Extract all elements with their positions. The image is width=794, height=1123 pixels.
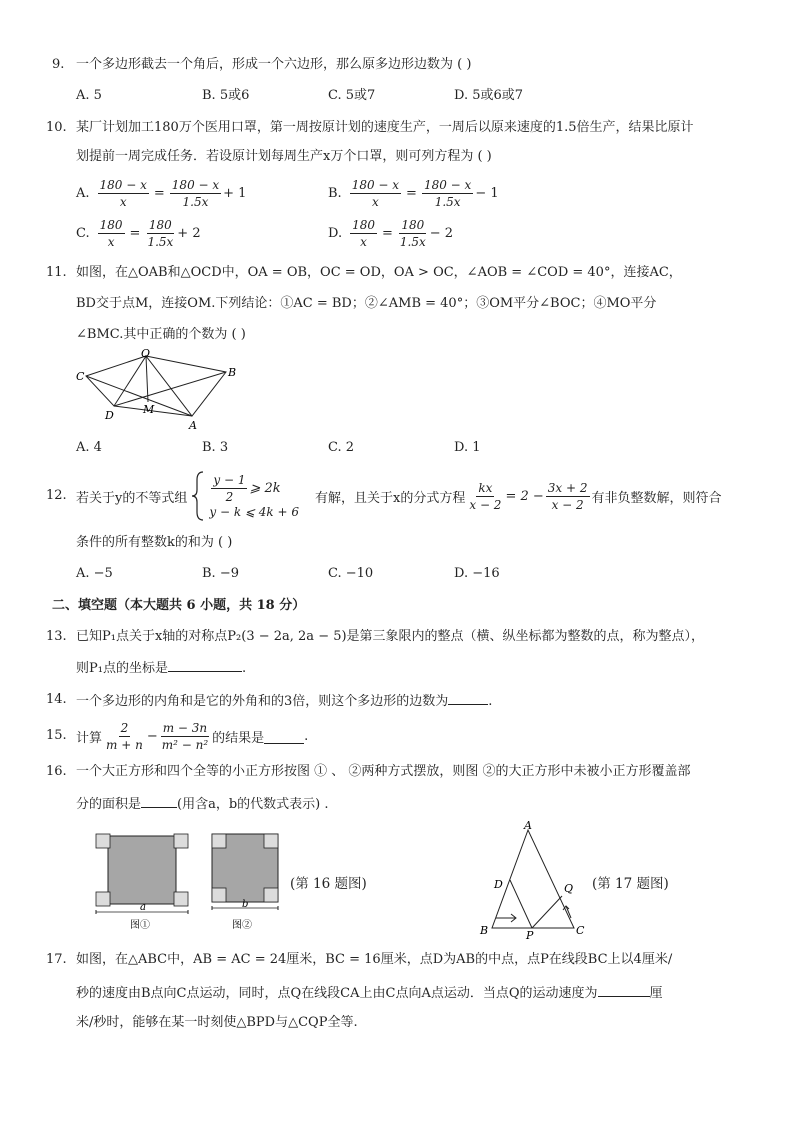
frac-den: x: [119, 195, 127, 209]
q16-pre: 分的面积是: [76, 797, 142, 812]
segment-pq: [532, 896, 562, 928]
option-label: A.: [76, 185, 90, 201]
q14-pre: 一个多边形的内角和是它的外角和的3倍，则这个多边形的边数为: [76, 694, 449, 709]
segment-bd: [114, 372, 226, 406]
segment-om: [146, 356, 148, 402]
equals: =: [406, 185, 417, 201]
q16-figure-1: [92, 830, 192, 932]
q11-figure: [74, 348, 244, 433]
answer-blank[interactable]: [141, 793, 177, 808]
q17-pre: 秒的速度由B点向C点运动，同时，点Q在线段CA上由C点向A点运动．当点Q的运动速度为: [76, 986, 598, 1001]
q9-option-d: D. 5或6或7: [454, 88, 524, 103]
inequality-system: [209, 473, 299, 520]
q13-stem-line2: [76, 657, 246, 679]
q17-stem-line3: 米/秒时，能够在某一时刻使△BPD与△CQP全等.: [76, 1015, 358, 1030]
q16-figure-2: [208, 830, 280, 932]
q9-stem: 一个多边形截去一个角后，形成一个六边形，那么原多边形边数为 ( ): [76, 57, 472, 72]
small-square-tr: [174, 834, 188, 848]
q14-number: 14.: [46, 692, 67, 707]
q12-option-c: C. −10: [328, 566, 374, 581]
label-c: C: [76, 370, 85, 383]
label-a: A: [524, 820, 532, 832]
q11-stem-line1: 如图，在△OAB和△OCD中，OA = OB，OC = OD，OA > OC，∠AOB = ∠COD = 40°，连接AC，: [76, 265, 682, 280]
q16-stem-line2: [76, 793, 329, 815]
q12-post: 有非负整数解，则符合: [591, 490, 722, 506]
fig2-caption: 图②: [232, 920, 252, 931]
small-square-tl: [96, 834, 110, 848]
q9-option-b: B. 5或6: [202, 88, 250, 103]
q11-option-c: C. 2: [328, 440, 355, 455]
term: − 2: [429, 225, 454, 241]
eq-mid: = 2 −: [505, 488, 544, 504]
frac-num: 180: [352, 218, 375, 232]
q10-option-d: [328, 218, 453, 249]
frac-den: 1.5x: [182, 195, 209, 209]
q10-number: 10.: [46, 120, 67, 135]
q10-stem-line2: 划提前一周完成任务．若设原计划每周生产x万个口罩，则可列方程为 ( ): [76, 149, 492, 164]
frac-num: m − 3n: [162, 720, 208, 735]
frac-den: 2: [225, 489, 234, 504]
ineq2: y − k ⩽ 4k + 6: [209, 504, 300, 519]
label-c: C: [576, 924, 585, 937]
frac-num: 180: [99, 218, 123, 232]
frac-num: 180 − x: [171, 178, 220, 192]
label-d: D: [105, 409, 114, 422]
q15-stem: [76, 716, 308, 756]
label-m: M: [143, 403, 155, 416]
option-label: C.: [76, 225, 90, 241]
small-square-tl: [212, 834, 226, 848]
frac-num: 3x + 2: [547, 480, 588, 495]
small-square-bl: [96, 892, 110, 906]
q17-post: 厘: [649, 986, 663, 1001]
minus: −: [146, 728, 158, 744]
small-square-br: [174, 892, 188, 906]
left-brace-icon: [191, 470, 205, 522]
label-a: A: [189, 419, 197, 432]
frac-den: m² − n²: [161, 737, 209, 752]
label-p: P: [526, 929, 534, 940]
fig1-caption: 图①: [130, 920, 150, 931]
q12-number: 12.: [46, 488, 67, 503]
q10-stem-line1: 某厂计划加工180万个医用口罩，第一周按原计划的速度生产，一周后以原来速度的1.5倍生产，结果比原计: [76, 120, 694, 135]
q12-option-b: B. −9: [202, 566, 239, 581]
q15-number: 15.: [46, 728, 67, 743]
term: + 2: [177, 225, 201, 241]
frac-num: kx: [478, 480, 493, 495]
frac-num: y − 1: [213, 472, 246, 487]
q12-option-d: D. −16: [454, 566, 500, 581]
answer-blank[interactable]: [264, 729, 304, 744]
frac-num: 180: [401, 218, 425, 232]
label-o: O: [141, 348, 151, 360]
q9-option-c: C. 5或7: [328, 88, 376, 103]
triangle-abc: [492, 830, 574, 928]
q17-stem-line2: [76, 982, 663, 1004]
q17-stem-line1: 如图，在△ABC中，AB = AC = 24厘米，BC = 16厘米，点D为AB的中点，点P在线段BC上以4厘米/: [76, 952, 673, 967]
q9-option-a: A. 5: [76, 88, 102, 103]
q11-number: 11.: [46, 265, 67, 280]
frac-den: 1.5x: [147, 235, 174, 249]
q11-option-d: D. 1: [454, 440, 481, 455]
frac-den: x: [371, 195, 379, 209]
q12-pre: 若关于y的不等式组: [76, 490, 188, 506]
label-d: D: [494, 878, 503, 891]
q16-number: 16.: [46, 764, 67, 779]
q15-post: 的结果是: [212, 730, 265, 746]
q12-option-a: A. −5: [76, 566, 113, 581]
q13-stem-line1: 已知P₁点关于x轴的对称点P₂(3 − 2a, 2a − 5)是第三象限内的整点（横、纵坐标都为整数的点，称为整点），: [76, 629, 705, 644]
frac-num: 180: [148, 218, 172, 232]
q13-pre: 则P₁点的坐标是: [76, 661, 168, 676]
frac-den: m + n: [106, 737, 143, 752]
q17-figure: [476, 820, 586, 940]
large-square: [108, 836, 176, 904]
frac-den: 1.5x: [434, 195, 461, 209]
label-b: B: [480, 924, 489, 937]
q12-mid: 有解，且关于x的分式方程: [315, 490, 466, 506]
term: − 1: [475, 185, 499, 201]
answer-blank[interactable]: [448, 690, 488, 705]
q17-figure-caption: (第 17 题图): [592, 876, 669, 892]
term: + 1: [223, 185, 247, 201]
q11-option-b: B. 3: [202, 440, 229, 455]
equals: =: [382, 225, 393, 241]
q12-stem-line1: [76, 470, 722, 522]
frac-den: x: [107, 235, 115, 249]
q12-stem-line2: 条件的所有整数k的和为 ( ): [76, 535, 233, 550]
q10-option-c: [76, 218, 201, 249]
q11-stem-line2: BD交于点M，连接OM.下列结论：①AC = BD；②∠AMB = 40°；③OM平分∠BOC；④MO平分: [76, 296, 657, 311]
dim-label-b: b: [242, 899, 249, 910]
option-label: B.: [328, 185, 342, 201]
q9-number: 9.: [52, 57, 65, 72]
small-square-br: [264, 888, 278, 902]
frac-den: x − 2: [469, 497, 502, 512]
q14-stem: [76, 690, 492, 712]
label-b: B: [228, 366, 237, 379]
q15-pre: 计算: [76, 730, 103, 746]
frac-den: 1.5x: [399, 235, 426, 249]
q10-option-a: [76, 178, 246, 209]
answer-blank[interactable]: [168, 657, 242, 672]
frac-num: 180 − x: [99, 178, 147, 192]
option-label: D.: [328, 225, 343, 241]
frac-num: 2: [120, 720, 129, 735]
q10-option-b: [328, 178, 499, 209]
q16-post: (用含a，b的代数式表示) .: [177, 797, 329, 812]
q11-option-a: A. 4: [76, 440, 102, 455]
q13-number: 13.: [46, 629, 67, 644]
q14-post: .: [488, 694, 493, 709]
dim-label-a: a: [140, 902, 146, 913]
label-q: Q: [564, 882, 574, 895]
frac-den: x − 2: [551, 497, 584, 512]
frac-den: x: [360, 235, 367, 249]
ineq1-rest: ⩾ 2k: [249, 480, 281, 496]
answer-blank[interactable]: [598, 982, 650, 997]
q13-post: .: [241, 661, 247, 676]
q16-figure-caption: (第 16 题图): [290, 876, 367, 892]
section-heading: 二、填空题（本大题共 6 小题，共 18 分）: [52, 598, 306, 613]
q11-stem-line3: ∠BMC.其中正确的个数为 ( ): [76, 327, 246, 342]
q17-number: 17.: [46, 952, 67, 967]
frac-num: 180 − x: [351, 178, 400, 192]
q15-end: .: [304, 728, 309, 744]
small-square-tr: [264, 834, 278, 848]
frac-num: 180 − x: [423, 178, 472, 192]
equals: =: [153, 185, 165, 201]
q16-stem-line1: 一个大正方形和四个全等的小正方形按图 ① 、 ②两种方式摆放，则图 ②的大正方形中未被小正方形覆盖部: [76, 764, 691, 779]
triangle-oab: [146, 356, 226, 416]
equals: =: [129, 225, 141, 241]
small-square-bl: [212, 888, 226, 902]
